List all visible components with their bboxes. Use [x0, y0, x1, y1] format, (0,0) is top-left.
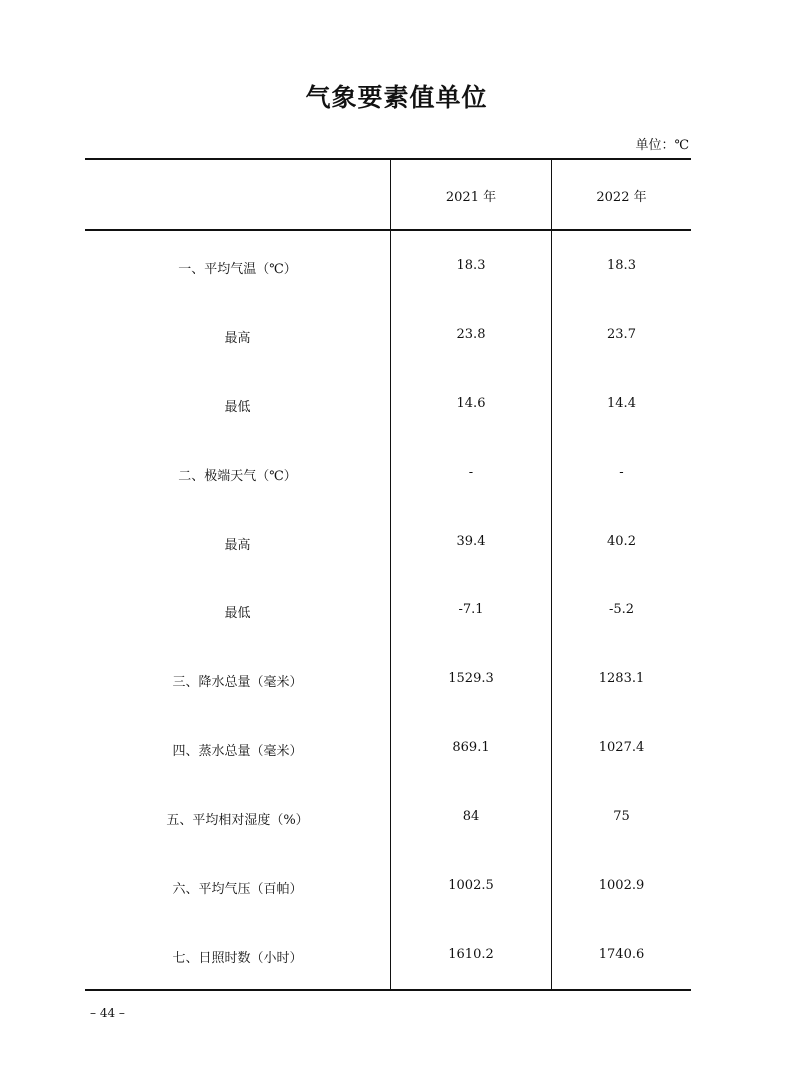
value-2022: 1027.4: [598, 740, 645, 755]
value-2021: -: [468, 465, 474, 480]
row-label: 最低: [224, 606, 251, 621]
row-label: 一、平均气温（℃）: [178, 262, 297, 277]
page-number: – 44 –: [90, 1006, 125, 1020]
column-divider-2: [551, 160, 552, 989]
value-2022: 1740.6: [598, 947, 645, 962]
table-top-rule: [85, 158, 691, 160]
header-2022: 2022 年: [596, 190, 647, 205]
value-2022: 14.4: [607, 396, 636, 411]
value-2021: 1002.5: [448, 878, 494, 893]
table-row: [85, 947, 691, 967]
row-label: 最低: [224, 400, 251, 415]
value-2022: 23.7: [607, 327, 636, 342]
row-label: 三、降水总量（毫米）: [172, 675, 303, 690]
table-row: [85, 465, 691, 485]
row-label: 六、平均气压（百帕）: [172, 882, 303, 897]
table-row: [85, 740, 691, 760]
unit-label: 单位：℃: [635, 138, 689, 153]
row-label: 最高: [224, 331, 251, 346]
row-label: 五、平均相对湿度（%）: [166, 813, 309, 828]
value-2021: 1529.3: [448, 671, 494, 686]
value-2022: 75: [613, 809, 630, 824]
value-2021: 23.8: [456, 327, 486, 342]
table-row: [85, 671, 691, 691]
value-2022: 1283.1: [598, 671, 645, 686]
page-title: 气象要素值单位: [305, 83, 488, 112]
row-label: 二、极端天气（℃）: [178, 469, 297, 484]
value-2021: 39.4: [456, 534, 486, 549]
value-2021: 1610.2: [448, 947, 494, 962]
table-row: [85, 258, 691, 278]
value-2021: 84: [462, 809, 480, 824]
value-2022: 40.2: [607, 534, 636, 549]
table-row: [85, 602, 691, 622]
table-row: [85, 327, 691, 347]
row-label: 四、蒸水总量（毫米）: [172, 744, 303, 759]
row-label: 最高: [224, 538, 251, 553]
value-2022: -: [619, 465, 624, 480]
row-label: 七、日照时数（小时）: [172, 951, 303, 966]
value-2022: 18.3: [607, 258, 636, 273]
table-row: [85, 396, 691, 416]
value-2021: 14.6: [456, 396, 486, 411]
table-row: [85, 534, 691, 554]
header-2021: 2021 年: [445, 190, 497, 205]
table-bottom-rule: [85, 989, 691, 991]
table-row: [85, 809, 691, 829]
value-2022: -5.2: [608, 602, 635, 617]
value-2022: 1002.9: [598, 878, 645, 893]
value-2021: 869.1: [452, 740, 490, 755]
column-divider-1: [390, 160, 391, 989]
value-2021: -7.1: [458, 602, 484, 617]
table-row: [85, 878, 691, 898]
table-header-rule: [85, 229, 691, 231]
value-2021: 18.3: [456, 258, 486, 273]
